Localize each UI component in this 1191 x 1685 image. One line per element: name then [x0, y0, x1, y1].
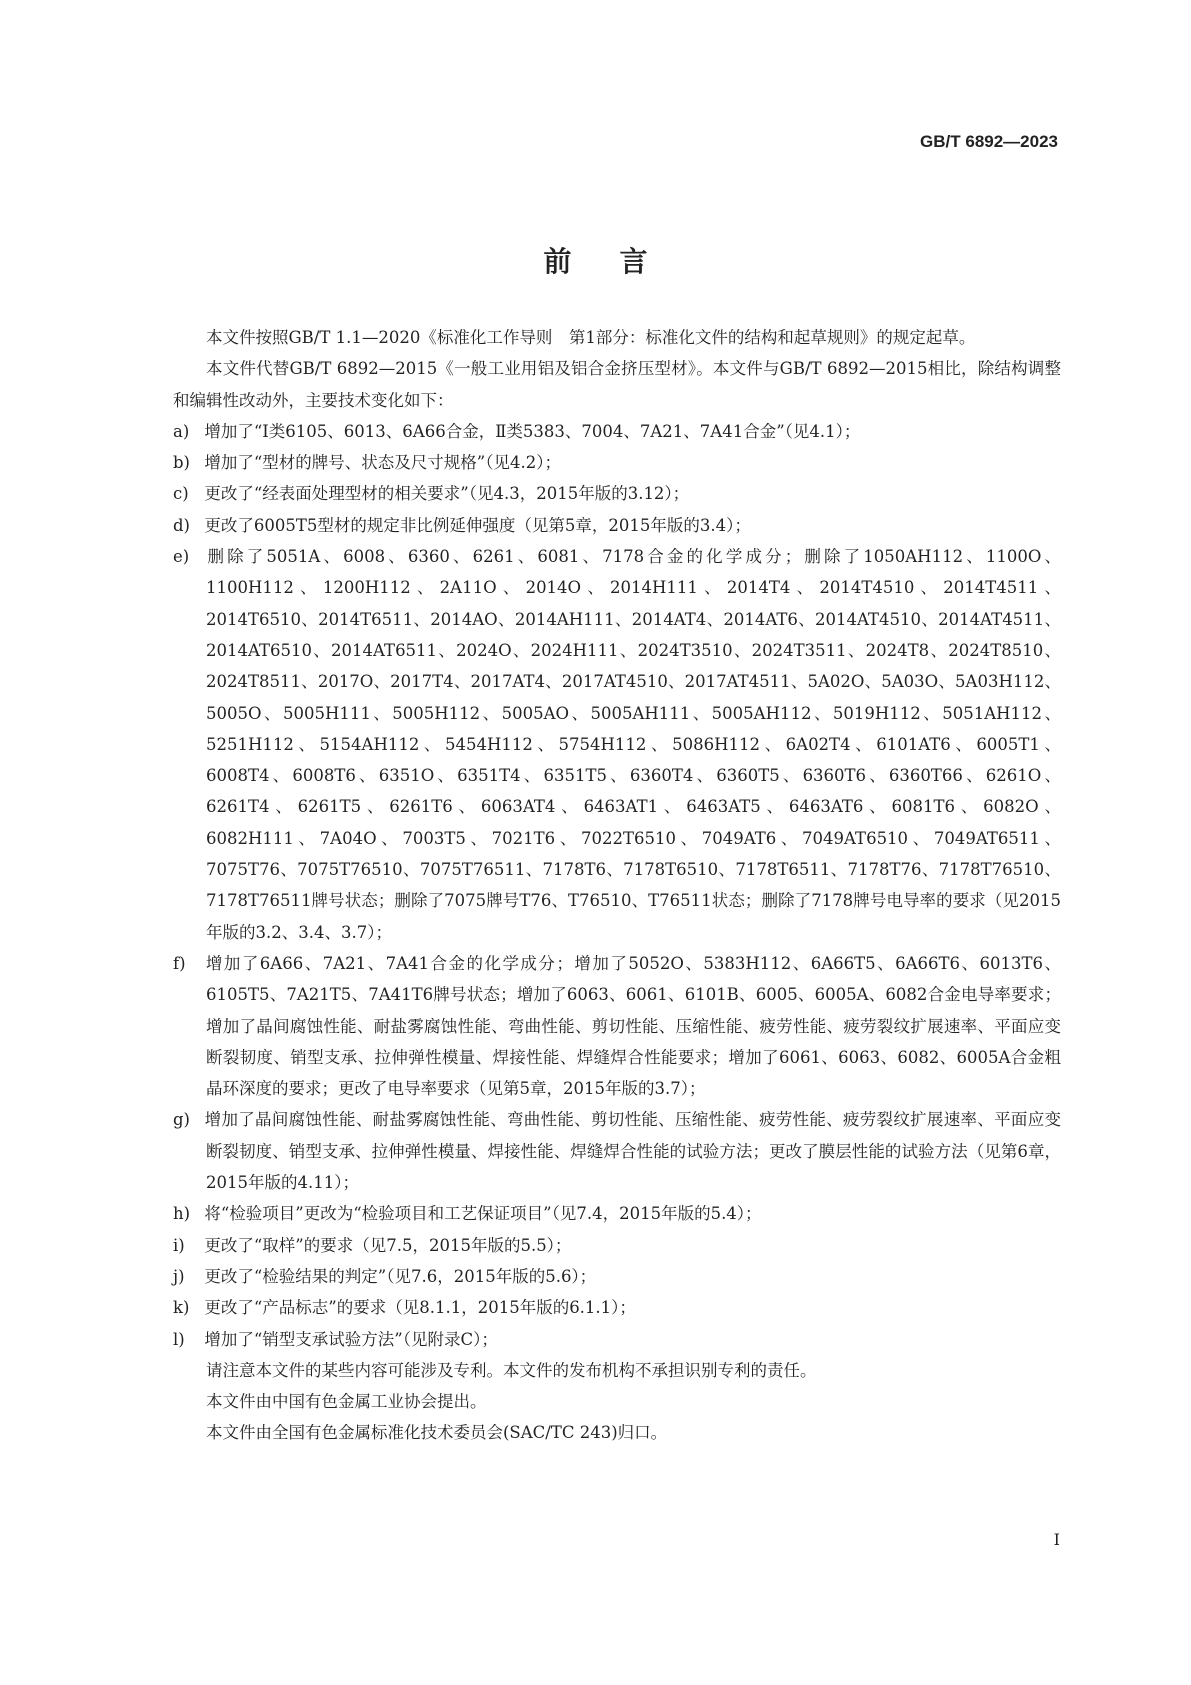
list-item [173, 510, 1061, 541]
list-item [173, 447, 1061, 478]
list-item-tag: f) [173, 953, 186, 973]
list-item-tag: k) [173, 1298, 190, 1318]
page-number: Ⅰ [1053, 1530, 1060, 1549]
drafting-basis-paragraph: 本文件按照GB/T 1.1—2020《标准化工作导则 第1部分：标准化文件的结构和起草规则》的规定起草。 [206, 328, 976, 347]
list-item [173, 948, 1061, 1104]
list-item [173, 1261, 1061, 1292]
list-item-text: 将“检验项目”更改为“检验项目和工艺保证项目”（见7.4，2015年版的5.4）； [204, 1204, 762, 1224]
list-item [173, 541, 1061, 948]
list-item-text: 更改了“取样”的要求（见7.5，2015年版的5.5）； [204, 1235, 572, 1255]
list-item [173, 1104, 1061, 1198]
list-item-text: 增加了6A66、7A21、7A41合金的化学成分；增加了5052O、5383H112、6A66T5、6A66T6、6013T6、6105T5、7A21T5、7A41T6牌号状态；增加了6063、6061、6101B、6005、6005A、6082合金电导率要求；增加了晶间腐蚀性能、耐盐雾腐蚀性能、弯曲性能、剪切性能、压缩性能、疲劳性能、疲劳裂纹扩展速率、平面应变断裂韧度、销型支承、拉伸弹性模量、焊接性能、焊缝焊合性能要求；增加了6061、6063、6082、6005A合金粗晶环深度的要求；更改了电导率要求（见第5章，2015年版的3.7）； [204, 953, 1061, 1099]
list-item-tag: j) [173, 1266, 185, 1286]
list-item-tag: g) [173, 1110, 190, 1130]
list-item-text: 删除了5051A、6008、6360、6261、6081、7178合金的化学成分；删除了1050AH112、1100O、1100H112、1200H112、2A11O、2014O、2014H111、2014T4、2014T4510、2014T4511、2014T6510、2014T6511、2014AO、2014AH111、2014AT4、2014AT6、2014AT4510、2014AT4511、2014AT6510、2014AT6511、2024O、2024H111、2024T3510、2024T3511、2024T8、2024T8510、2024T8511、2017O、2017T4、2017AT4、2017AT4510、2017AT4511、5A02O、5A03O、5A03H112、5005O、5005H111、5005H112、5005AO、5005AH111、5005AH112、5019H112、5051AH112、5251H112、5154AH112、5454H112、5754H112、5086H112、6A02T4、6101AT6、6005T1、6008T4、6008T6、6351O、6351T4、6351T5、6360T4、6360T5、6360T6、6360T66、6261O、6261T4、6261T5、6261T6、6063AT4、6463AT1、6463AT5、6463AT6、6081T6、6082O、6082H111、7A04O、7003T5、7021T6、7022T6510、7049AT6、7049AT6510、7049AT6511、7075T76、7075T76510、7075T76511、7178T6、7178T6510、7178T6511、7178T76、7178T76510、7178T76511牌号状态；删除了7075牌号T76、T76510、T76511状态；删除了7178牌号电导率的要求（见2015年版的3.2、3.4、3.7）； [204, 547, 1061, 942]
list-item [173, 1198, 1061, 1229]
standard-number: GB/T 6892—2023 [920, 132, 1058, 151]
list-item [173, 1292, 1061, 1323]
list-item-text: 更改了“产品标志”的要求（见8.1.1，2015年版的6.1.1）； [204, 1298, 636, 1318]
list-item-tag: a) [173, 421, 190, 441]
patent-notice: 请注意本文件的某些内容可能涉及专利。本文件的发布机构不承担识别专利的责任。 [206, 1360, 817, 1380]
list-item [173, 416, 1061, 447]
proposer-statement: 本文件由中国有色金属工业协会提出。 [206, 1392, 487, 1412]
replacement-paragraph: 本文件代替GB/T 6892—2015《一般工业用铝及铝合金挤压型材》。本文件与GB/T 6892—2015相比，除结构调整和编辑性改动外，主要技术变化如下： [173, 359, 1061, 410]
list-item-text: 增加了“销型支承试验方法”（见附录C）； [204, 1329, 498, 1349]
list-item [173, 1324, 1061, 1355]
list-item-tag: b) [173, 453, 190, 473]
list-item-tag: d) [173, 515, 190, 535]
list-item-tag: l) [173, 1329, 185, 1349]
list-item-text: 更改了6005T5型材的规定非比例延伸强度（见第5章，2015年版的3.4）； [204, 515, 751, 535]
list-item-text: 增加了“Ⅰ类6105、6013、6A66合金，Ⅱ类5383、7004、7A21、7A41合金”（见4.1）； [204, 421, 861, 441]
technical-changes-list [173, 416, 1061, 1355]
list-item [173, 478, 1061, 509]
custodian-statement: 本文件由全国有色金属标准化技术委员会(SAC/TC 243)归口。 [206, 1423, 668, 1443]
list-item [173, 1230, 1061, 1261]
list-item-text: 更改了“检验结果的判定”（见7.6，2015年版的5.6）； [204, 1266, 597, 1286]
page-title: 前言 [543, 245, 696, 278]
list-item-tag: i) [173, 1235, 185, 1255]
list-item-tag: e) [173, 547, 190, 567]
list-item-tag: h) [173, 1204, 191, 1224]
list-item-text: 增加了晶间腐蚀性能、耐盐雾腐蚀性能、弯曲性能、剪切性能、压缩性能、疲劳性能、疲劳裂纹扩展速率、平面应变断裂韧度、销型支承、拉伸弹性模量、焊接性能、焊缝焊合性能的试验方法；更改了膜层性能的试验方法（见第6章，2015年版的4.11）； [204, 1110, 1061, 1193]
list-item-text: 更改了“经表面处理型材的相关要求”（见4.3，2015年版的3.12）； [204, 484, 690, 504]
list-item-tag: c) [173, 484, 189, 504]
document-body [173, 322, 1061, 1449]
list-item-text: 增加了“型材的牌号、状态及尺寸规格”（见4.2）； [204, 453, 561, 473]
